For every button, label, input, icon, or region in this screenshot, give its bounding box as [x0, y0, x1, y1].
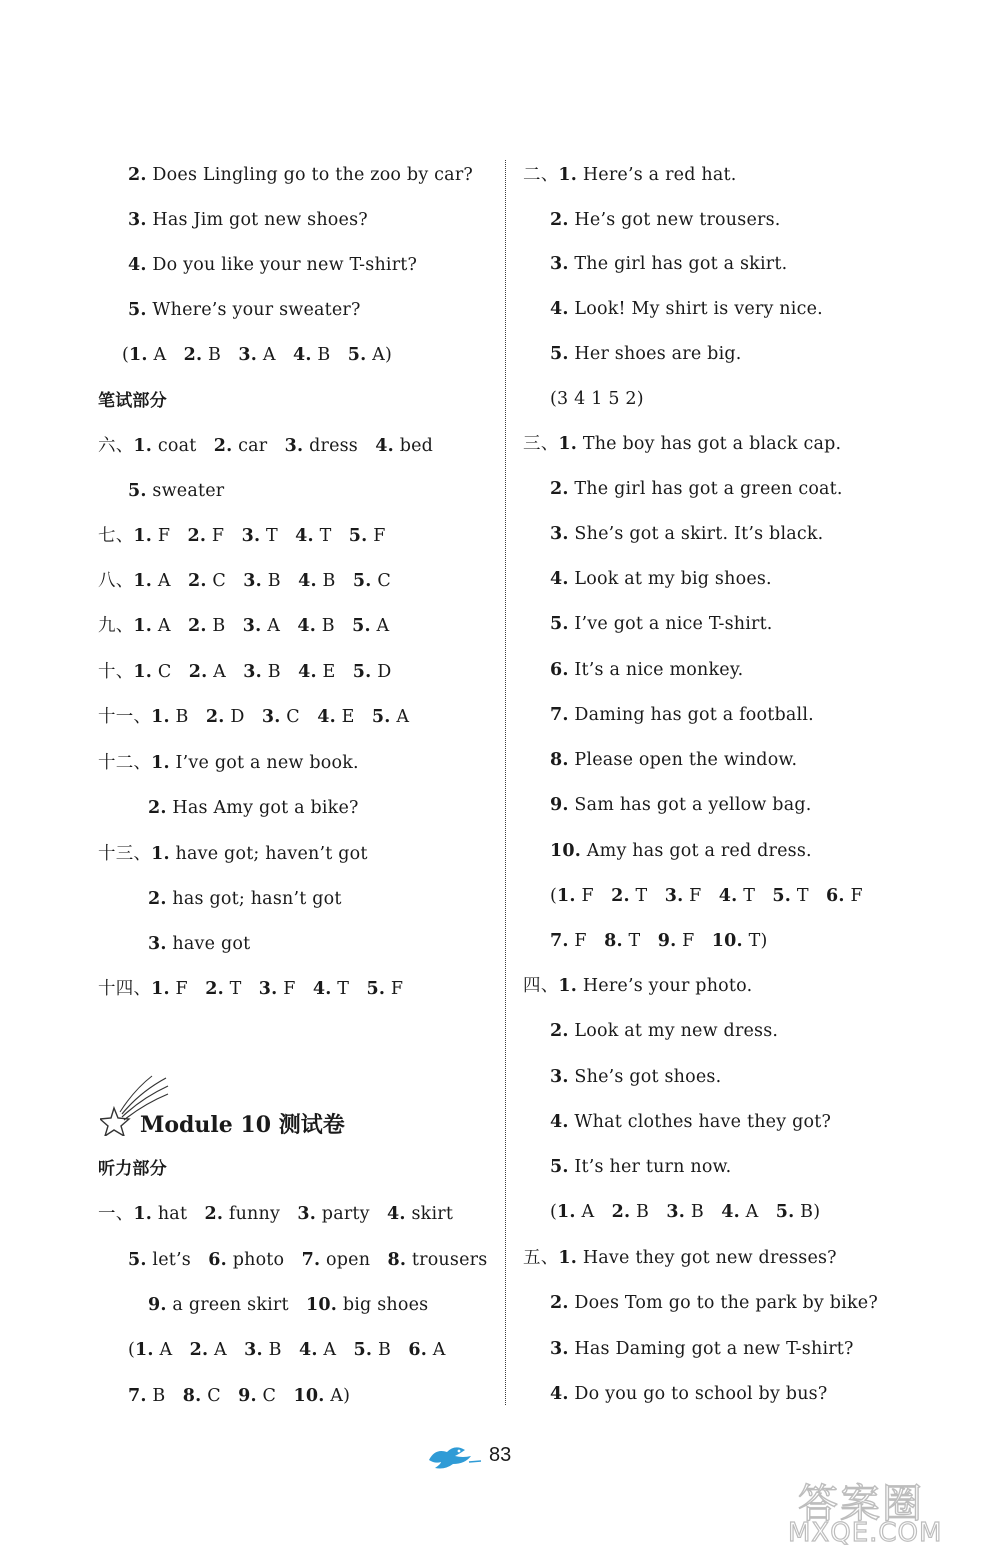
answer-text: 十一、 — [98, 707, 152, 727]
item-number: 2. — [611, 1202, 631, 1222]
item-number: 10. — [306, 1295, 338, 1315]
answer-text: car — [232, 436, 285, 456]
item-number: 3. — [550, 254, 569, 274]
answer-text: B — [685, 1202, 722, 1222]
item-number: 4. — [721, 1202, 740, 1222]
item-number: 3. — [284, 436, 304, 456]
item-number: 3. — [244, 1340, 263, 1360]
answer-line — [128, 209, 368, 231]
answer-line — [98, 1203, 453, 1225]
answer-text: Look at my new dress. — [568, 1021, 779, 1041]
answer-text: F — [367, 526, 386, 546]
answer-text: The girl has got a green coat. — [568, 479, 843, 499]
answer-text: big shoes — [337, 1295, 429, 1315]
answer-line — [550, 388, 644, 410]
item-number: 1. — [151, 979, 170, 999]
answer-text: sweater — [146, 481, 225, 501]
item-number: 5. — [550, 344, 569, 364]
item-number: 3. — [664, 886, 684, 906]
answer-text: Amy has got a red dress. — [581, 841, 812, 861]
answer-text: funny — [223, 1204, 298, 1224]
answer-line — [550, 253, 787, 275]
item-number: 4. — [312, 979, 332, 999]
item-number: 4. — [550, 1384, 569, 1404]
watermark-cn: 答案圈 — [798, 1481, 924, 1527]
answer-line — [128, 1249, 487, 1271]
item-number: 5. — [352, 571, 372, 591]
item-number: 2. — [550, 1293, 569, 1313]
answer-text: A — [390, 707, 410, 727]
answer-text: She’s got a skirt. It’s black. — [568, 524, 824, 544]
page-number: 83 — [489, 1444, 512, 1466]
item-number: 2. — [204, 1204, 224, 1224]
answer-line — [550, 1292, 878, 1314]
item-number: 9. — [148, 1295, 167, 1315]
answer-text: have got — [166, 934, 251, 954]
answer-text: bed — [393, 436, 434, 456]
answer-line — [148, 933, 250, 955]
answer-text: She’s got shoes. — [568, 1067, 722, 1087]
answer-text: A — [208, 1340, 245, 1360]
answer-text: coat — [152, 436, 214, 456]
item-number: 1. — [558, 976, 578, 996]
answer-text: B — [261, 571, 299, 591]
answer-line — [148, 1294, 428, 1316]
answer-line — [523, 164, 736, 186]
answer-line — [98, 843, 368, 865]
answer-text: 三、 — [523, 434, 559, 454]
item-number: 2. — [148, 798, 167, 818]
answer-text: D — [224, 707, 262, 727]
answer-text: B — [202, 345, 239, 365]
answer-line — [550, 1156, 731, 1178]
item-number: 7. — [550, 931, 569, 951]
answer-text: It’s a nice monkey. — [568, 660, 744, 680]
answer-line — [148, 797, 359, 819]
item-number: 6. — [826, 886, 845, 906]
item-number: 2. — [187, 526, 207, 546]
item-number: 3. — [258, 979, 278, 999]
item-number: 5. — [353, 1340, 373, 1360]
answer-text: Where’s your sweater? — [146, 300, 361, 320]
item-number: 3. — [128, 210, 147, 230]
page-footer — [425, 1440, 545, 1480]
item-number: 4. — [375, 436, 394, 456]
item-number: 1. — [133, 571, 153, 591]
answer-text: photo — [226, 1250, 302, 1270]
answer-line — [128, 254, 417, 276]
answer-text: A — [317, 1340, 354, 1360]
answer-text: Please open the window. — [568, 750, 798, 770]
answer-line — [550, 1020, 778, 1042]
item-number: 2. — [550, 479, 569, 499]
answer-text: T — [313, 526, 349, 546]
answer-text: B — [169, 707, 206, 727]
answer-text: T — [791, 886, 827, 906]
item-number: 4. — [298, 662, 317, 682]
answer-text: B — [262, 1340, 299, 1360]
answer-text: A) — [366, 345, 393, 365]
item-number: 5. — [772, 886, 792, 906]
answer-text: F — [277, 979, 313, 999]
answer-text: 五、 — [523, 1248, 559, 1268]
answer-text: have got; haven’t got — [169, 844, 368, 864]
item-number: 2. — [205, 707, 225, 727]
item-number: 4. — [295, 526, 314, 546]
watermark — [780, 1470, 995, 1550]
item-number: 10. — [550, 841, 582, 861]
answer-text: T — [622, 931, 658, 951]
item-number: 1. — [558, 434, 578, 454]
answer-text: B — [146, 1386, 183, 1406]
item-number: 2. — [187, 616, 207, 636]
answer-text: a green skirt — [166, 1295, 307, 1315]
answer-text: 十、 — [98, 662, 134, 682]
answer-text: Her shoes are big. — [568, 344, 742, 364]
item-number: 4. — [550, 299, 569, 319]
answer-line — [523, 1247, 837, 1269]
item-number: 3. — [297, 1204, 317, 1224]
answer-text: A — [261, 616, 298, 636]
answer-text: 一、 — [98, 1204, 134, 1224]
answer-text: T) — [742, 931, 768, 951]
item-number: 5. — [352, 616, 371, 636]
bird-icon — [425, 1442, 483, 1472]
answer-text: Here’s your photo. — [577, 976, 753, 996]
answer-text: 九、 — [98, 616, 134, 636]
answer-line — [98, 570, 391, 592]
answer-line — [148, 888, 342, 910]
item-number: 1. — [558, 165, 578, 185]
item-number: 5. — [775, 1202, 795, 1222]
answer-text: B — [316, 571, 353, 591]
answer-line — [550, 930, 767, 952]
item-number: 1. — [151, 753, 170, 773]
answer-text: A — [257, 345, 293, 365]
answer-text: let’s — [146, 1250, 209, 1270]
answer-text: C — [280, 707, 318, 727]
item-number: 3. — [241, 526, 261, 546]
item-number: 6. — [408, 1340, 427, 1360]
answer-text: T — [223, 979, 259, 999]
answer-text: open — [320, 1250, 388, 1270]
answer-line — [122, 344, 392, 366]
item-number: 1. — [558, 1248, 578, 1268]
answer-text: F — [385, 979, 404, 999]
module-title: Module 10 测试卷 — [140, 1112, 345, 1138]
answer-text: A — [370, 616, 390, 636]
column-divider — [505, 160, 506, 1405]
item-number: 2. — [611, 886, 630, 906]
item-number: 2. — [148, 889, 167, 909]
answer-text: Daming has got a football. — [568, 705, 814, 725]
answer-text: F — [676, 931, 712, 951]
item-number: 2. — [188, 662, 208, 682]
item-number: 5. — [128, 300, 147, 320]
item-number: 3. — [242, 616, 262, 636]
section-heading: 听力部分 — [98, 1159, 167, 1179]
answer-text: A — [426, 1340, 446, 1360]
answer-text: The boy has got a black cap. — [577, 434, 842, 454]
answer-line — [550, 298, 823, 320]
answer-text: C — [152, 662, 189, 682]
item-number: 5. — [352, 662, 372, 682]
item-number: 4. — [298, 1340, 318, 1360]
item-number: 5. — [550, 614, 569, 634]
item-number: 4. — [297, 616, 316, 636]
item-number: 5. — [128, 481, 147, 501]
answer-text: B — [261, 662, 299, 682]
answer-line — [550, 749, 797, 771]
item-number: 1. — [557, 1202, 576, 1222]
answer-text: B — [372, 1340, 409, 1360]
item-number: 5. — [347, 345, 367, 365]
answer-text: B — [311, 345, 348, 365]
answer-text: 十二、 — [98, 753, 152, 773]
item-number: 3. — [550, 1339, 569, 1359]
item-number: 1. — [133, 526, 153, 546]
answer-text: Sam has got a yellow bag. — [568, 795, 812, 815]
answer-text: dress — [303, 436, 376, 456]
item-number: 1. — [129, 345, 148, 365]
answer-text: B — [206, 616, 243, 636]
item-number: 2. — [213, 436, 233, 456]
answer-line — [98, 615, 389, 637]
answer-line — [98, 661, 391, 683]
answer-text: Here’s a red hat. — [577, 165, 737, 185]
answer-text: trousers — [406, 1250, 488, 1270]
answer-line — [98, 525, 386, 547]
item-number: 3. — [550, 1067, 569, 1087]
item-number: 2. — [550, 210, 569, 230]
answer-text: C — [201, 1386, 239, 1406]
item-number: 10. — [711, 931, 743, 951]
answer-text: A — [152, 571, 188, 591]
answer-text: Look! My shirt is very nice. — [568, 299, 823, 319]
item-number: 1. — [133, 436, 153, 456]
answer-line — [550, 840, 812, 862]
answer-line — [523, 433, 841, 455]
item-number: 1. — [151, 707, 170, 727]
answer-text: T — [331, 979, 367, 999]
item-number: 4. — [550, 1112, 569, 1132]
item-number: 8. — [550, 750, 569, 770]
item-number: 3. — [550, 524, 569, 544]
answer-text: 四、 — [523, 976, 559, 996]
answer-line — [98, 752, 359, 774]
item-number: 4. — [718, 886, 738, 906]
answer-text: T — [737, 886, 773, 906]
item-number: 7. — [550, 705, 569, 725]
item-number: 3. — [238, 345, 258, 365]
answer-text: Does Lingling go to the zoo by car? — [146, 165, 473, 185]
item-number: 10. — [293, 1386, 325, 1406]
answer-text: I’ve got a new book. — [169, 753, 359, 773]
item-number: 3. — [148, 934, 167, 954]
answer-text: 十四、 — [98, 979, 152, 999]
item-number: 3. — [666, 1202, 686, 1222]
item-number: 9. — [238, 1386, 257, 1406]
item-number: 4. — [128, 255, 147, 275]
answer-text: F — [575, 886, 612, 906]
answer-line — [550, 1201, 820, 1223]
answer-text: B) — [794, 1202, 821, 1222]
answer-text: Has Amy got a bike? — [166, 798, 359, 818]
answer-line — [550, 1111, 831, 1133]
item-number: 2. — [187, 571, 207, 591]
answer-text: The girl has got a skirt. — [568, 254, 788, 274]
answer-text: It’s her turn now. — [568, 1157, 732, 1177]
section-heading: 笔试部分 — [98, 391, 167, 411]
answer-line — [523, 975, 752, 997]
answer-text: F — [152, 526, 188, 546]
answer-text: ( — [550, 886, 558, 906]
item-number: 1. — [151, 844, 170, 864]
answer-text: 二、 — [523, 165, 559, 185]
answer-text: Do you like your new T-shirt? — [146, 255, 418, 275]
item-number: 2. — [189, 1340, 209, 1360]
answer-line — [550, 1338, 854, 1360]
item-number: 1. — [133, 1204, 153, 1224]
answer-text: A) — [324, 1386, 351, 1406]
answer-text: A — [207, 662, 244, 682]
item-number: 8. — [387, 1250, 407, 1270]
item-number: 3. — [261, 707, 281, 727]
item-number: 5. — [128, 1250, 147, 1270]
answer-text: hat — [152, 1204, 205, 1224]
answer-text: (3 4 1 5 2) — [550, 389, 644, 409]
module-title-block — [100, 1070, 400, 1140]
answer-text: I’ve got a nice T-shirt. — [568, 614, 773, 634]
item-number: 1. — [557, 886, 576, 906]
watermark-en: MXQE.COM — [788, 1518, 943, 1548]
item-number: 5. — [550, 1157, 569, 1177]
answer-text: C — [256, 1386, 294, 1406]
item-number: 2. — [128, 165, 147, 185]
item-number: 4. — [550, 569, 569, 589]
answer-text: party — [316, 1204, 388, 1224]
answer-text: A — [739, 1202, 776, 1222]
answer-text: A — [575, 1202, 612, 1222]
answer-text: A — [153, 1340, 190, 1360]
item-number: 2. — [550, 1021, 569, 1041]
item-number: 4. — [292, 345, 312, 365]
item-number: 1. — [133, 616, 153, 636]
answer-line — [550, 209, 781, 231]
answer-line — [550, 704, 814, 726]
answer-text: C — [206, 571, 244, 591]
item-number: 9. — [657, 931, 677, 951]
item-number: 7. — [128, 1386, 147, 1406]
item-number: 1. — [133, 662, 153, 682]
item-number: 2. — [205, 979, 224, 999]
answer-line — [128, 1339, 446, 1361]
item-number: 9. — [550, 795, 569, 815]
answer-line — [98, 706, 409, 728]
answer-text: Have they got new dresses? — [577, 1248, 837, 1268]
answer-text: F — [206, 526, 242, 546]
answer-text: ( — [122, 345, 130, 365]
answer-line — [550, 1066, 721, 1088]
answer-text: A — [147, 345, 184, 365]
answer-text: He’s got new trousers. — [568, 210, 781, 230]
item-number: 3. — [243, 571, 262, 591]
answer-line — [550, 885, 863, 907]
answer-text: has got; hasn’t got — [166, 889, 342, 909]
answer-text: C — [371, 571, 391, 591]
item-number: 4. — [298, 571, 317, 591]
answer-line — [550, 523, 823, 545]
answer-text: F — [568, 931, 605, 951]
answer-line — [550, 1383, 827, 1405]
answer-line — [550, 343, 742, 365]
answer-text: F — [169, 979, 206, 999]
item-number: 6. — [208, 1250, 227, 1270]
item-number: 1. — [135, 1340, 154, 1360]
item-number: 2. — [183, 345, 203, 365]
answer-text: What clothes have they got? — [568, 1112, 832, 1132]
answer-text: Does Tom go to the park by bike? — [568, 1293, 878, 1313]
item-number: 6. — [550, 660, 569, 680]
answer-text: 八、 — [98, 571, 134, 591]
item-number: 7. — [301, 1250, 321, 1270]
answer-line — [550, 568, 772, 590]
answer-line — [98, 978, 403, 1000]
answer-line — [550, 794, 812, 816]
answer-text: Look at my big shoes. — [568, 569, 772, 589]
answer-line — [128, 480, 224, 502]
answer-text: skirt — [405, 1204, 454, 1224]
answer-text: Do you go to school by bus? — [568, 1384, 828, 1404]
answer-text: B — [316, 616, 353, 636]
answer-text: F — [683, 886, 719, 906]
answer-line — [128, 1385, 350, 1407]
answer-text: ( — [550, 1202, 558, 1222]
answer-text: B — [630, 1202, 667, 1222]
answer-line — [550, 478, 843, 500]
item-number: 8. — [604, 931, 623, 951]
item-number: 5. — [371, 707, 391, 727]
answer-line — [98, 435, 433, 457]
answer-text: 六、 — [98, 436, 134, 456]
item-number: 4. — [387, 1204, 406, 1224]
item-number: 3. — [243, 662, 262, 682]
answer-text: T — [260, 526, 296, 546]
item-number: 5. — [366, 979, 386, 999]
answer-line — [550, 613, 773, 635]
answer-text: Has Jim got new shoes? — [146, 210, 368, 230]
answer-line — [128, 164, 473, 186]
answer-text: ( — [128, 1340, 136, 1360]
answer-text: E — [335, 707, 372, 727]
answer-text: Has Daming got a new T-shirt? — [568, 1339, 854, 1359]
answer-text: T — [629, 886, 665, 906]
answer-line — [128, 299, 361, 321]
item-number: 5. — [348, 526, 368, 546]
answer-line — [550, 659, 743, 681]
answer-text: A — [152, 616, 188, 636]
item-number: 4. — [317, 707, 336, 727]
answer-text: F — [844, 886, 863, 906]
answer-text: 十三、 — [98, 844, 152, 864]
answer-text: 七、 — [98, 526, 134, 546]
answer-text: D — [371, 662, 392, 682]
item-number: 8. — [182, 1386, 202, 1406]
answer-text: E — [316, 662, 353, 682]
